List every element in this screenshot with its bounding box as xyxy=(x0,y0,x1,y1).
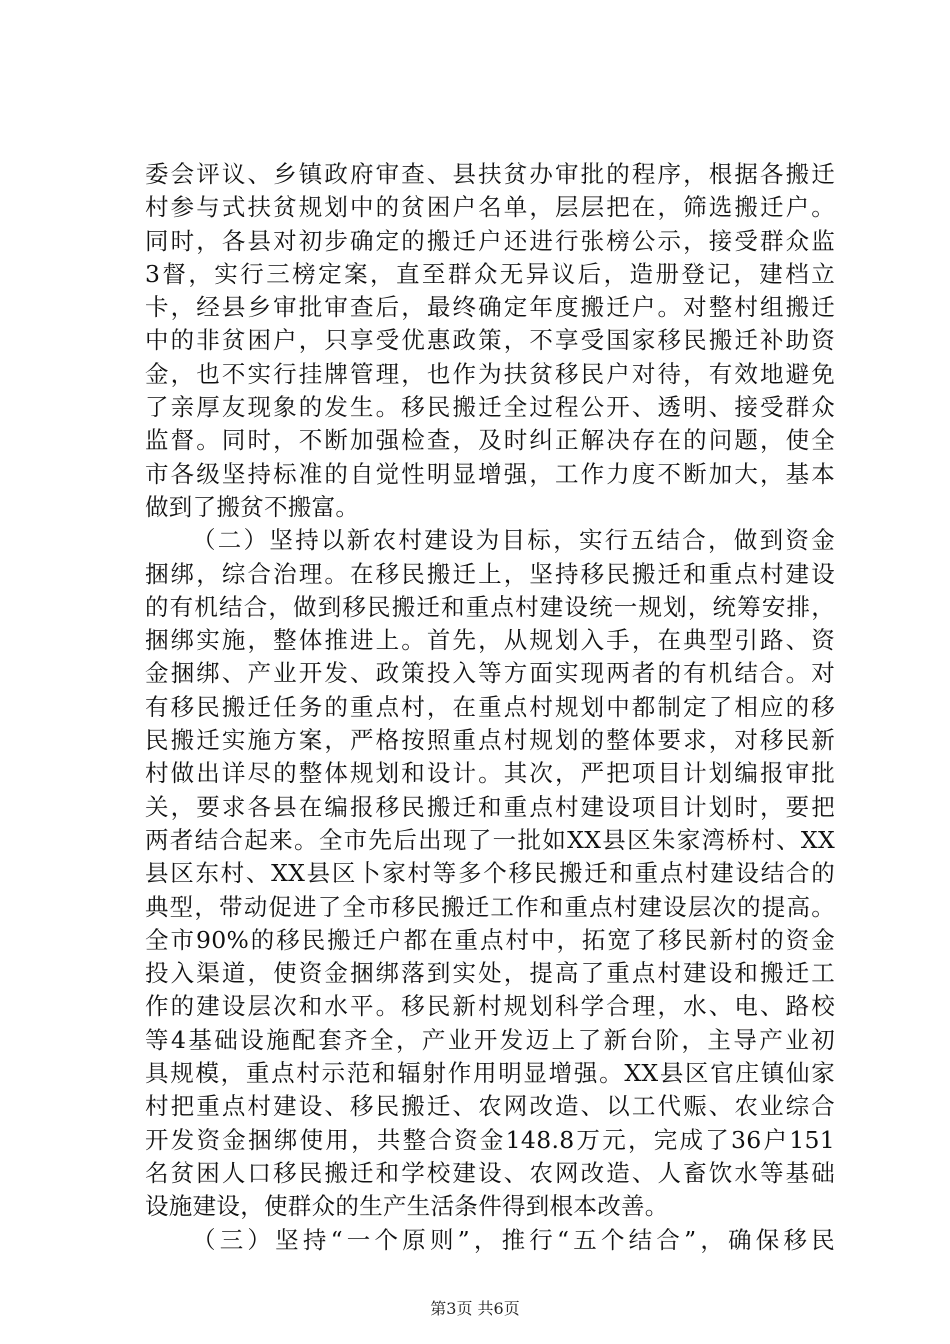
text-line: 名贫困人口移民搬迁和学校建设、农网改造、人畜饮水等基础 xyxy=(145,1158,835,1187)
text-line: 民搬迁实施方案，严格按照重点村规划的整体要求，对移民新 xyxy=(145,726,835,755)
text-line: 做到了搬贫不搬富。 xyxy=(145,492,360,521)
text-line: 捆绑实施，整体推进上。首先，从规划入手，在典型引路、资 xyxy=(145,626,835,655)
text-line: 关，要求各县在编报移民搬迁和重点村建设项目计划时，要把 xyxy=(145,792,835,821)
text-line: 监督。同时，不断加强检查，及时纠正解决存在的问题，使全 xyxy=(145,426,835,455)
text-line: 中的非贫困户，只享受优惠政策，不享受国家移民搬迁补助资 xyxy=(145,326,835,355)
text-line: 设施建设，使群众的生产生活条件得到根本改善。 xyxy=(145,1192,669,1221)
text-line: 县区东村、XX县区卜家村等多个移民搬迁和重点村建设结合的 xyxy=(145,859,835,888)
text-line: 村参与式扶贫规划中的贫困户名单，层层把在，筛选搬迁户。 xyxy=(145,193,835,222)
text-line: （二）坚持以新农村建设为目标，实行五结合，做到资金 xyxy=(192,526,835,555)
text-line: 捆绑，综合治理。在移民搬迁上，坚持移民搬迁和重点村建设 xyxy=(145,559,835,588)
text-line: 的有机结合，做到移民搬迁和重点村建设统一规划，统筹安排， xyxy=(145,592,835,621)
text-line: 市各级坚持标准的自觉性明显增强，工作力度不断加大，基本 xyxy=(145,459,835,488)
text-line: 有移民搬迁任务的重点村，在重点村规划中都制定了相应的移 xyxy=(145,692,835,721)
text-line: 两者结合起来。全市先后出现了一批如XX县区朱家湾桥村、XX xyxy=(145,825,835,854)
text-line: 同时，各县对初步确定的搬迁户还进行张榜公示，接受群众监 xyxy=(145,226,835,255)
text-line: 典型，带动促进了全市移民搬迁工作和重点村建设层次的提高。 xyxy=(145,892,835,921)
text-line: 委会评议、乡镇政府审查、县扶贫办审批的程序，根据各搬迁 xyxy=(145,160,835,188)
text-line: 具规模，重点村示范和辐射作用明显增强。XX县区官庄镇仙家 xyxy=(145,1059,835,1088)
text-line: 卡，经县乡审批审查后，最终确定年度搬迁户。对整村组搬迁 xyxy=(145,293,835,322)
page-footer: 第3页 共6页 xyxy=(430,1299,520,1318)
text-line: 等4基础设施配套齐全，产业开发迈上了新台阶，主导产业初 xyxy=(145,1025,835,1054)
text-line: 了亲厚友现象的发生。移民搬迁全过程公开、透明、接受群众 xyxy=(145,393,835,422)
text-line: 村做出详尽的整体规划和设计。其次，严把项目计划编报审批 xyxy=(145,759,835,788)
text-line: 村把重点村建设、移民搬迁、农网改造、以工代赈、农业综合 xyxy=(145,1092,835,1121)
text-line: 3督，实行三榜定案，直至群众无异议后，造册登记，建档立 xyxy=(145,259,835,288)
text-line: （三）坚持“一个原则”，推行“五个结合”，确保移民 xyxy=(192,1225,835,1254)
body-text xyxy=(145,158,835,1257)
text-line: 开发资金捆绑使用，共整合资金148.8万元，完成了36户151 xyxy=(145,1125,835,1154)
text-line: 金，也不实行挂牌管理，也作为扶贫移民户对待，有效地避免 xyxy=(145,359,835,388)
text-line: 金捆绑、产业开发、政策投入等方面实现两者的有机结合。对 xyxy=(145,659,835,688)
text-line: 投入渠道，使资金捆绑落到实处，提高了重点村建设和搬迁工 xyxy=(145,959,835,988)
text-line: 全市90%的移民搬迁户都在重点村中，拓宽了移民新村的资金 xyxy=(145,925,835,954)
text-line: 作的建设层次和水平。移民新村规划科学合理，水、电、路校 xyxy=(145,992,835,1021)
